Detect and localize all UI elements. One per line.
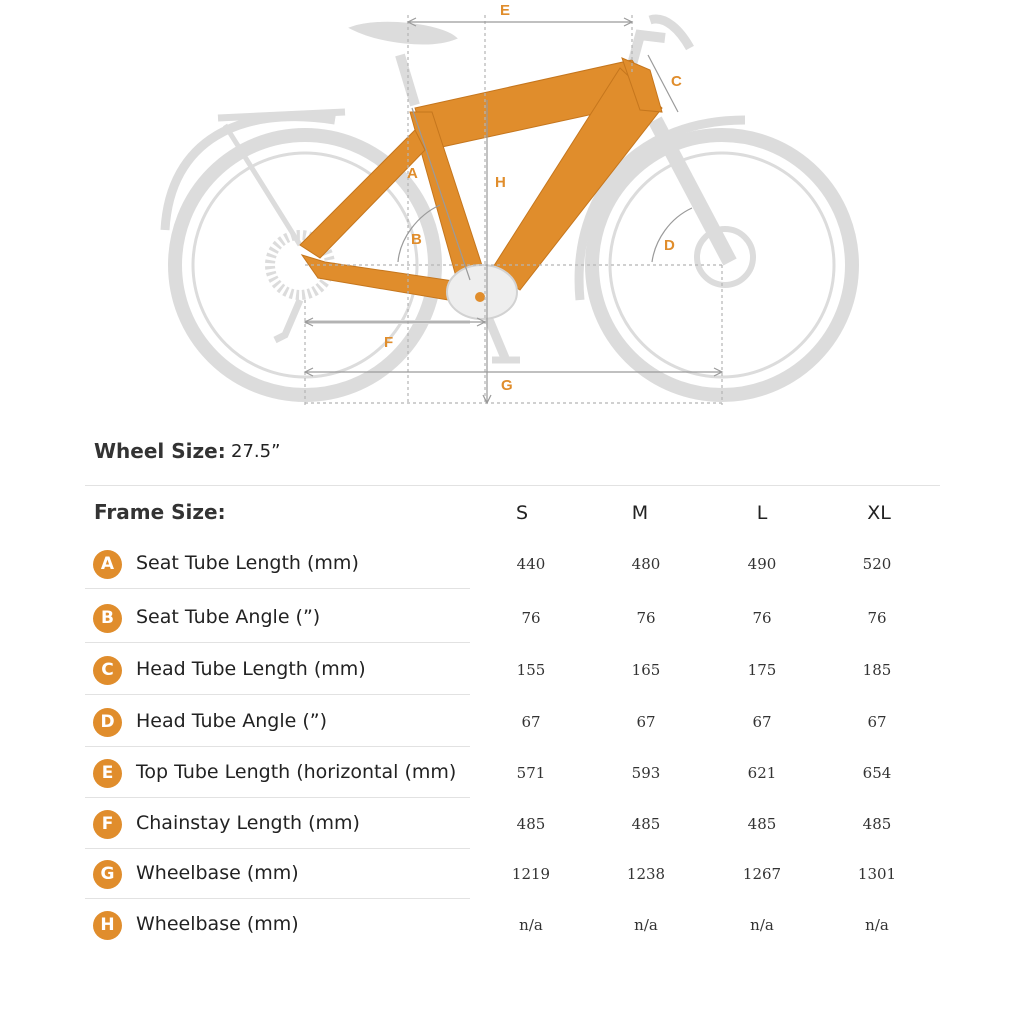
wheel-size-label: Wheel Size: xyxy=(94,439,226,463)
bike-ghost xyxy=(165,19,852,395)
letter-badge: G xyxy=(93,860,122,889)
bike-motor xyxy=(447,265,517,319)
size-s: S xyxy=(515,502,529,524)
value-s: 440 xyxy=(516,555,546,573)
row-name: Wheelbase (mm) xyxy=(136,862,299,884)
letter-badge: E xyxy=(93,759,122,788)
value-l: 485 xyxy=(747,815,777,833)
dim-letter-h: H xyxy=(495,174,506,191)
wheel-size-row xyxy=(85,425,940,486)
value-xl: 185 xyxy=(862,661,892,679)
row-name: Wheelbase (mm) xyxy=(136,913,299,935)
letter-badge: F xyxy=(93,810,122,839)
value-xl: 76 xyxy=(867,609,887,627)
dim-letter-f: F xyxy=(384,334,394,351)
row-name: Seat Tube Angle (”) xyxy=(136,606,321,628)
value-l: 621 xyxy=(747,764,777,782)
value-m: 76 xyxy=(636,609,656,627)
row-name: Head Tube Length (mm) xyxy=(136,658,366,680)
geometry-row-h xyxy=(85,899,940,950)
value-m: 593 xyxy=(631,764,661,782)
row-divider xyxy=(85,588,470,589)
frame-size-label: Frame Size: xyxy=(94,500,226,524)
value-l: 490 xyxy=(747,555,777,573)
value-xl: 67 xyxy=(867,713,887,731)
letter-badge: H xyxy=(93,911,122,940)
value-xl: 485 xyxy=(862,815,892,833)
value-m: 1238 xyxy=(626,865,666,883)
geometry-row-b xyxy=(85,592,940,643)
value-xl: 520 xyxy=(862,555,892,573)
size-xl: XL xyxy=(867,502,891,524)
bike-geometry-diagram xyxy=(0,0,1024,420)
letter-badge: D xyxy=(93,708,122,737)
geometry-row-d xyxy=(85,696,940,747)
value-l: 76 xyxy=(752,609,772,627)
geometry-row-f xyxy=(85,798,940,849)
value-s: 67 xyxy=(521,713,541,731)
value-l: n/a xyxy=(750,916,774,934)
row-name: Top Tube Length (horizontal (mm) xyxy=(136,761,457,783)
dim-letter-a: A xyxy=(407,165,418,182)
value-m: n/a xyxy=(634,916,658,934)
value-s: n/a xyxy=(519,916,543,934)
wheel-size-value: 27.5” xyxy=(231,441,281,462)
value-s: 1219 xyxy=(511,865,551,883)
dim-letter-e: E xyxy=(500,2,511,19)
row-name: Seat Tube Length (mm) xyxy=(136,552,359,574)
row-name: Head Tube Angle (”) xyxy=(136,710,328,732)
frame-size-header xyxy=(85,488,940,536)
value-xl: 1301 xyxy=(857,865,897,883)
geometry-row-c xyxy=(85,644,940,695)
geometry-row-e xyxy=(85,747,940,798)
letter-badge: A xyxy=(93,550,122,579)
geometry-row-g xyxy=(85,848,940,899)
dim-letter-b: B xyxy=(411,231,422,248)
size-l: L xyxy=(756,502,768,524)
value-m: 67 xyxy=(636,713,656,731)
dimension-guides xyxy=(305,15,722,405)
value-xl: 654 xyxy=(862,764,892,782)
dim-letter-g: G xyxy=(501,377,513,394)
size-m: M xyxy=(631,502,649,524)
value-l: 67 xyxy=(752,713,772,731)
value-m: 485 xyxy=(631,815,661,833)
letter-badge: C xyxy=(93,656,122,685)
value-m: 480 xyxy=(631,555,661,573)
value-s: 485 xyxy=(516,815,546,833)
value-s: 155 xyxy=(516,661,546,679)
dim-letter-d: D xyxy=(664,237,675,254)
row-divider xyxy=(85,642,470,643)
row-name: Chainstay Length (mm) xyxy=(136,812,360,834)
value-s: 76 xyxy=(521,609,541,627)
value-xl: n/a xyxy=(865,916,889,934)
geometry-row-a xyxy=(85,538,940,589)
value-l: 1267 xyxy=(742,865,782,883)
value-m: 165 xyxy=(631,661,661,679)
dim-letter-c: C xyxy=(671,73,682,90)
letter-badge: B xyxy=(93,604,122,633)
value-l: 175 xyxy=(747,661,777,679)
row-divider xyxy=(85,694,470,695)
value-s: 571 xyxy=(516,764,546,782)
